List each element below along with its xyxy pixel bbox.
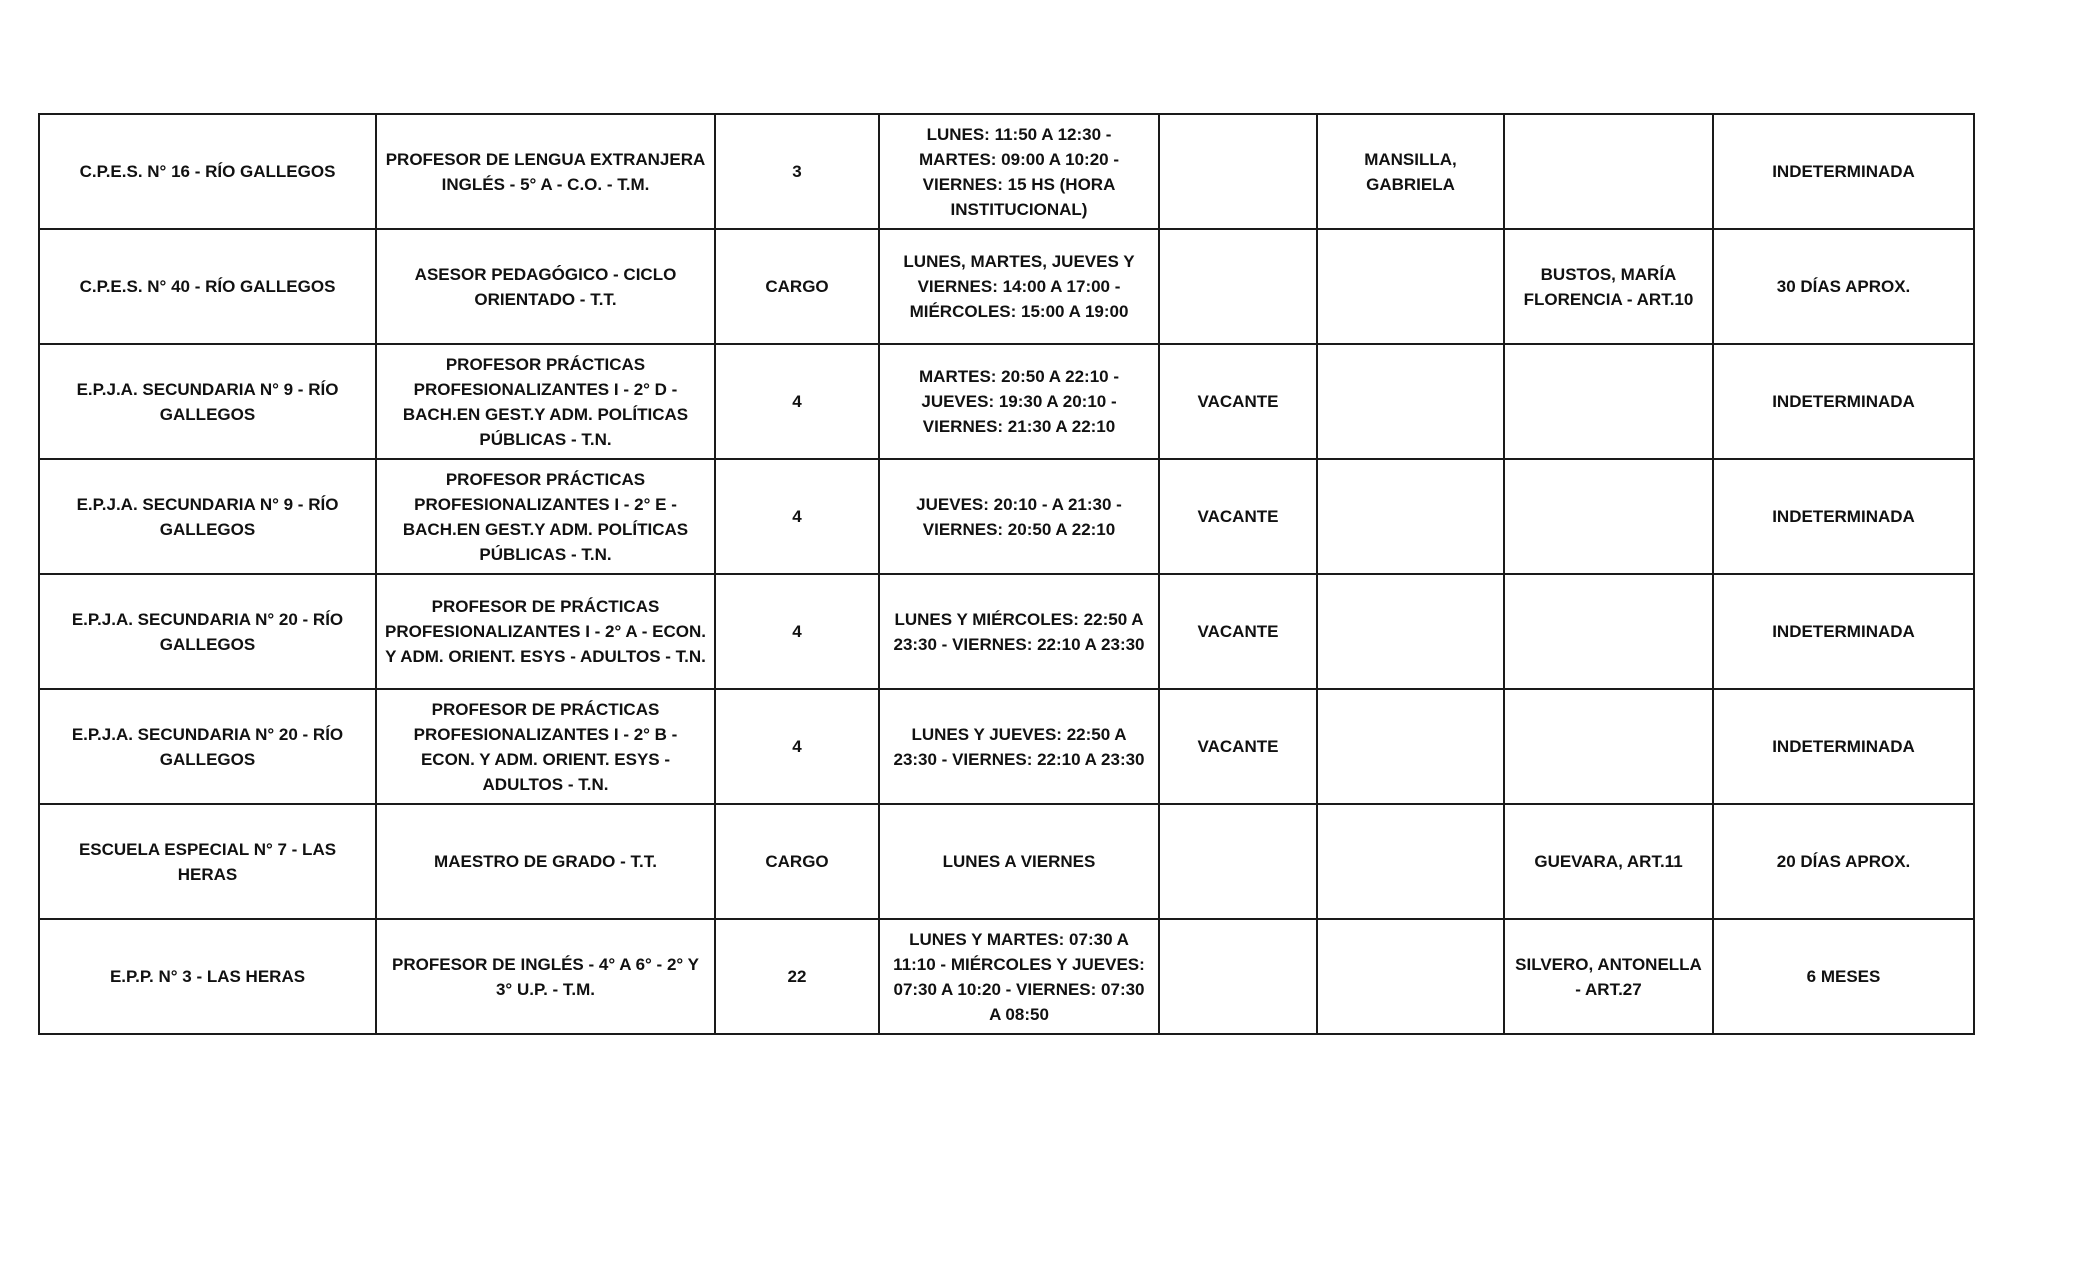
vacancies-table bbox=[38, 113, 1975, 1035]
duration-cell: 30 DÍAS APROX. bbox=[1713, 229, 1974, 344]
replacement-cell bbox=[1504, 459, 1713, 574]
schedule-cell: LUNES A VIERNES bbox=[879, 804, 1159, 919]
schedule-cell: LUNES, MARTES, JUEVES Y VIERNES: 14:00 A 17:00 - MIÉRCOLES: 15:00 A 19:00 bbox=[879, 229, 1159, 344]
hours-cell: 4 bbox=[715, 459, 879, 574]
replacement-cell: GUEVARA, ART.11 bbox=[1504, 804, 1713, 919]
schedule-cell: LUNES Y MIÉRCOLES: 22:50 A 23:30 - VIERNES: 22:10 A 23:30 bbox=[879, 574, 1159, 689]
duration-cell: INDETERMINADA bbox=[1713, 459, 1974, 574]
status-cell: VACANTE bbox=[1159, 689, 1317, 804]
school-cell: E.P.J.A. SECUNDARIA N° 9 - RÍO GALLEGOS bbox=[39, 344, 376, 459]
status-cell bbox=[1159, 229, 1317, 344]
status-cell: VACANTE bbox=[1159, 459, 1317, 574]
status-cell bbox=[1159, 919, 1317, 1034]
replacement-cell: SILVERO, ANTONELLA - ART.27 bbox=[1504, 919, 1713, 1034]
position-cell: MAESTRO DE GRADO - T.T. bbox=[376, 804, 715, 919]
duration-cell: INDETERMINADA bbox=[1713, 114, 1974, 229]
table-row bbox=[39, 229, 1974, 344]
table-row bbox=[39, 574, 1974, 689]
schedule-cell: LUNES Y MARTES: 07:30 A 11:10 - MIÉRCOLES Y JUEVES: 07:30 A 10:20 - VIERNES: 07:30 A 08:50 bbox=[879, 919, 1159, 1034]
replacement-cell bbox=[1504, 574, 1713, 689]
holder-cell bbox=[1317, 344, 1504, 459]
hours-cell: 4 bbox=[715, 574, 879, 689]
school-cell: C.P.E.S. N° 16 - RÍO GALLEGOS bbox=[39, 114, 376, 229]
hours-cell: CARGO bbox=[715, 804, 879, 919]
schedule-cell: JUEVES: 20:10 - A 21:30 - VIERNES: 20:50 A 22:10 bbox=[879, 459, 1159, 574]
schedule-cell: LUNES Y JUEVES: 22:50 A 23:30 - VIERNES: 22:10 A 23:30 bbox=[879, 689, 1159, 804]
position-cell: PROFESOR PRÁCTICAS PROFESIONALIZANTES I - 2° E - BACH.EN GEST.Y ADM. POLÍTICAS PÚBLICAS - T.N. bbox=[376, 459, 715, 574]
status-cell bbox=[1159, 804, 1317, 919]
duration-cell: INDETERMINADA bbox=[1713, 344, 1974, 459]
school-cell: E.P.J.A. SECUNDARIA N° 20 - RÍO GALLEGOS bbox=[39, 689, 376, 804]
holder-cell bbox=[1317, 459, 1504, 574]
duration-cell: 6 MESES bbox=[1713, 919, 1974, 1034]
schedule-cell: LUNES: 11:50 A 12:30 - MARTES: 09:00 A 10:20 - VIERNES: 15 HS (HORA INSTITUCIONAL) bbox=[879, 114, 1159, 229]
hours-cell: 3 bbox=[715, 114, 879, 229]
hours-cell: 22 bbox=[715, 919, 879, 1034]
duration-cell: 20 DÍAS APROX. bbox=[1713, 804, 1974, 919]
position-cell: PROFESOR DE LENGUA EXTRANJERA INGLÉS - 5° A - C.O. - T.M. bbox=[376, 114, 715, 229]
hours-cell: 4 bbox=[715, 689, 879, 804]
table-row bbox=[39, 689, 1974, 804]
status-cell bbox=[1159, 114, 1317, 229]
duration-cell: INDETERMINADA bbox=[1713, 689, 1974, 804]
replacement-cell bbox=[1504, 114, 1713, 229]
position-cell: ASESOR PEDAGÓGICO - CICLO ORIENTADO - T.T. bbox=[376, 229, 715, 344]
school-cell: C.P.E.S. N° 40 - RÍO GALLEGOS bbox=[39, 229, 376, 344]
table-row bbox=[39, 804, 1974, 919]
holder-cell: MANSILLA, GABRIELA bbox=[1317, 114, 1504, 229]
replacement-cell: BUSTOS, MARÍA FLORENCIA - ART.10 bbox=[1504, 229, 1713, 344]
position-cell: PROFESOR DE PRÁCTICAS PROFESIONALIZANTES I - 2° B - ECON. Y ADM. ORIENT. ESYS - ADULTOS - T.N. bbox=[376, 689, 715, 804]
holder-cell bbox=[1317, 574, 1504, 689]
school-cell: ESCUELA ESPECIAL N° 7 - LAS HERAS bbox=[39, 804, 376, 919]
replacement-cell bbox=[1504, 689, 1713, 804]
schedule-cell: MARTES: 20:50 A 22:10 - JUEVES: 19:30 A 20:10 - VIERNES: 21:30 A 22:10 bbox=[879, 344, 1159, 459]
status-cell: VACANTE bbox=[1159, 344, 1317, 459]
holder-cell bbox=[1317, 919, 1504, 1034]
table-row bbox=[39, 114, 1974, 229]
school-cell: E.P.J.A. SECUNDARIA N° 9 - RÍO GALLEGOS bbox=[39, 459, 376, 574]
holder-cell bbox=[1317, 689, 1504, 804]
holder-cell bbox=[1317, 804, 1504, 919]
duration-cell: INDETERMINADA bbox=[1713, 574, 1974, 689]
status-cell: VACANTE bbox=[1159, 574, 1317, 689]
replacement-cell bbox=[1504, 344, 1713, 459]
position-cell: PROFESOR DE INGLÉS - 4° A 6° - 2° Y 3° U.P. - T.M. bbox=[376, 919, 715, 1034]
position-cell: PROFESOR PRÁCTICAS PROFESIONALIZANTES I - 2° D - BACH.EN GEST.Y ADM. POLÍTICAS PÚBLICAS - T.N. bbox=[376, 344, 715, 459]
hours-cell: 4 bbox=[715, 344, 879, 459]
table-row bbox=[39, 919, 1974, 1034]
table-row bbox=[39, 344, 1974, 459]
school-cell: E.P.P. N° 3 - LAS HERAS bbox=[39, 919, 376, 1034]
holder-cell bbox=[1317, 229, 1504, 344]
table-row bbox=[39, 459, 1974, 574]
position-cell: PROFESOR DE PRÁCTICAS PROFESIONALIZANTES I - 2° A - ECON. Y ADM. ORIENT. ESYS - ADULTOS - T.N. bbox=[376, 574, 715, 689]
hours-cell: CARGO bbox=[715, 229, 879, 344]
school-cell: E.P.J.A. SECUNDARIA N° 20 - RÍO GALLEGOS bbox=[39, 574, 376, 689]
